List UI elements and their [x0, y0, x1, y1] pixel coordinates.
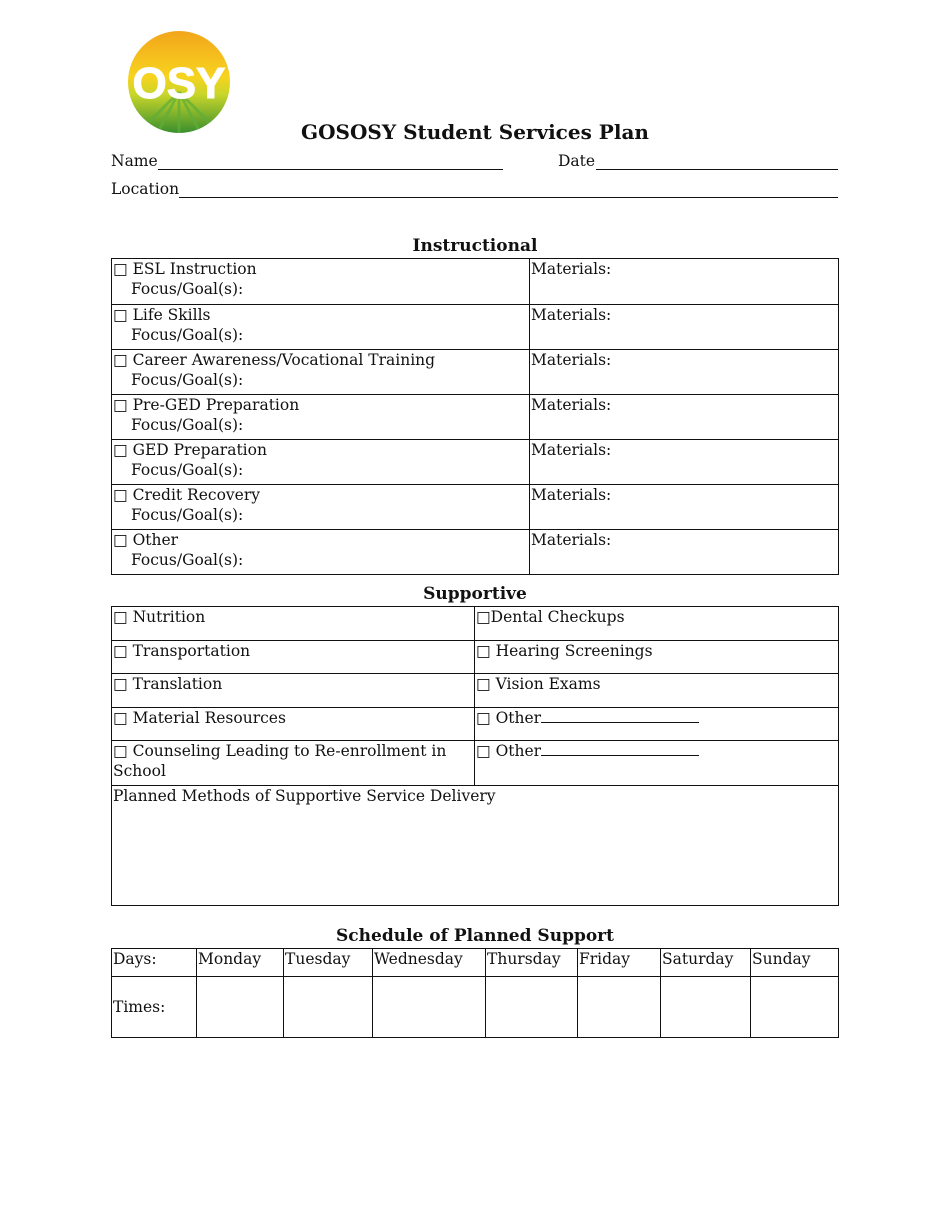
- service-label: Counseling Leading to Re-enrollment in School: [113, 742, 447, 780]
- day-header-tuesday: Tuesday: [284, 949, 373, 977]
- supportive-cell: [475, 741, 839, 786]
- focus-goal-label: Focus/Goal(s):: [131, 551, 244, 569]
- checkbox-other[interactable]: □: [113, 531, 133, 549]
- location-field[interactable]: [179, 197, 838, 198]
- materials-label: Materials:: [531, 260, 612, 278]
- focus-goal-label: Focus/Goal(s):: [131, 326, 244, 344]
- materials-cell[interactable]: [530, 530, 839, 575]
- materials-label: Materials:: [531, 531, 612, 549]
- service-label: Translation: [132, 675, 223, 693]
- materials-label: Materials:: [531, 486, 612, 504]
- checkbox-ged-preparation[interactable]: □: [113, 441, 133, 459]
- instructional-row: [112, 485, 839, 530]
- instructional-table: [111, 258, 839, 575]
- materials-label: Materials:: [531, 306, 612, 324]
- planned-methods-row: [112, 786, 839, 906]
- supportive-cell: [112, 741, 475, 786]
- focus-goal-label: Focus/Goal(s):: [131, 506, 244, 524]
- focus-goal-label: Focus/Goal(s):: [131, 416, 244, 434]
- planned-methods-cell[interactable]: [112, 786, 839, 906]
- logo-text: OSY: [132, 59, 226, 108]
- osy-logo: [127, 30, 231, 134]
- instructional-service-cell: [112, 530, 530, 575]
- instructional-service-cell: [112, 395, 530, 440]
- supportive-cell: [112, 708, 475, 741]
- materials-cell[interactable]: [530, 259, 839, 305]
- date-field[interactable]: [596, 169, 838, 170]
- service-label: Other: [495, 742, 542, 760]
- checkbox-career-awareness-vocational-training[interactable]: □: [113, 351, 133, 369]
- service-label: Credit Recovery: [132, 486, 261, 504]
- checkbox-life-skills[interactable]: □: [113, 306, 133, 324]
- service-label: Career Awareness/Vocational Training: [132, 351, 436, 369]
- name-field[interactable]: [158, 169, 503, 170]
- day-header-sunday: Sunday: [751, 949, 839, 977]
- instructional-row: [112, 305, 839, 350]
- time-cell-sunday[interactable]: [751, 977, 839, 1038]
- service-label: Transportation: [132, 642, 251, 660]
- supportive-title: Supportive: [423, 584, 527, 604]
- time-cell-friday[interactable]: [578, 977, 661, 1038]
- checkbox-dental-checkups[interactable]: □: [476, 608, 491, 626]
- supportive-row: [112, 674, 839, 708]
- service-label: ESL Instruction: [132, 260, 257, 278]
- supportive-cell: [475, 674, 839, 708]
- focus-goal-label: Focus/Goal(s):: [131, 371, 244, 389]
- other-blank-line[interactable]: [541, 710, 699, 723]
- service-label: Dental Checkups: [490, 608, 625, 626]
- times-row: [112, 977, 839, 1038]
- time-cell-thursday[interactable]: [486, 977, 578, 1038]
- instructional-row: [112, 259, 839, 305]
- location-label: Location: [111, 180, 180, 198]
- supportive-row: [112, 641, 839, 674]
- date-label: Date: [558, 152, 596, 170]
- materials-label: Materials:: [531, 351, 612, 369]
- day-header-friday: Friday: [578, 949, 661, 977]
- instructional-service-cell: [112, 259, 530, 305]
- supportive-cell: [112, 674, 475, 708]
- time-cell-monday[interactable]: [197, 977, 284, 1038]
- checkbox-nutrition[interactable]: □: [113, 608, 133, 626]
- supportive-row: [112, 607, 839, 641]
- time-cell-tuesday[interactable]: [284, 977, 373, 1038]
- supportive-cell: [112, 607, 475, 641]
- service-label: Pre-GED Preparation: [132, 396, 300, 414]
- instructional-service-cell: [112, 485, 530, 530]
- days-row: [112, 949, 839, 977]
- supportive-cell: [475, 708, 839, 741]
- supportive-row: [112, 708, 839, 741]
- instructional-row: [112, 440, 839, 485]
- supportive-cell: [475, 607, 839, 641]
- materials-label: Materials:: [531, 441, 612, 459]
- materials-cell[interactable]: [530, 350, 839, 395]
- supportive-table: [111, 606, 839, 906]
- instructional-service-cell: [112, 305, 530, 350]
- checkbox-esl-instruction[interactable]: □: [113, 260, 133, 278]
- schedule-title: Schedule of Planned Support: [336, 926, 614, 946]
- checkbox-other[interactable]: □: [476, 709, 496, 727]
- checkbox-other[interactable]: □: [476, 742, 496, 760]
- service-label: GED Preparation: [132, 441, 267, 459]
- times-label: Times:: [112, 977, 197, 1038]
- instructional-service-cell: [112, 440, 530, 485]
- service-label: Life Skills: [132, 306, 211, 324]
- day-header-wednesday: Wednesday: [373, 949, 486, 977]
- supportive-cell: [475, 641, 839, 674]
- day-header-thursday: Thursday: [486, 949, 578, 977]
- materials-cell[interactable]: [530, 440, 839, 485]
- materials-cell[interactable]: [530, 395, 839, 440]
- days-label: Days:: [112, 949, 197, 977]
- service-label: Material Resources: [132, 709, 286, 727]
- instructional-service-cell: [112, 350, 530, 395]
- day-header-saturday: Saturday: [661, 949, 751, 977]
- checkbox-transportation[interactable]: □: [113, 642, 133, 660]
- focus-goal-label: Focus/Goal(s):: [131, 280, 244, 298]
- other-blank-line[interactable]: [541, 743, 699, 756]
- checkbox-pre-ged-preparation[interactable]: □: [113, 396, 133, 414]
- service-label: Nutrition: [132, 608, 206, 626]
- checkbox-counseling-leading-to-re-enrollment-in-school[interactable]: □: [113, 742, 133, 760]
- instructional-row: [112, 395, 839, 440]
- schedule-table: [111, 948, 839, 1038]
- focus-goal-label: Focus/Goal(s):: [131, 461, 244, 479]
- instructional-row: [112, 530, 839, 575]
- service-label: Other: [495, 709, 542, 727]
- checkbox-hearing-screenings[interactable]: □: [476, 642, 496, 660]
- planned-methods-label: Planned Methods of Supportive Service Delivery: [113, 787, 496, 805]
- service-label: Other: [132, 531, 179, 549]
- materials-cell[interactable]: [530, 305, 839, 350]
- service-label: Vision Exams: [495, 675, 601, 693]
- service-label: Hearing Screenings: [495, 642, 653, 660]
- supportive-row: [112, 741, 839, 786]
- materials-label: Materials:: [531, 396, 612, 414]
- name-label: Name: [111, 152, 158, 170]
- instructional-row: [112, 350, 839, 395]
- checkbox-credit-recovery[interactable]: □: [113, 486, 133, 504]
- page-title: GOSOSY Student Services Plan: [301, 120, 649, 144]
- materials-cell[interactable]: [530, 485, 839, 530]
- checkbox-material-resources[interactable]: □: [113, 709, 133, 727]
- time-cell-saturday[interactable]: [661, 977, 751, 1038]
- checkbox-vision-exams[interactable]: □: [476, 675, 496, 693]
- time-cell-wednesday[interactable]: [373, 977, 486, 1038]
- checkbox-translation[interactable]: □: [113, 675, 133, 693]
- day-header-monday: Monday: [197, 949, 284, 977]
- instructional-title: Instructional: [412, 236, 538, 256]
- supportive-cell: [112, 641, 475, 674]
